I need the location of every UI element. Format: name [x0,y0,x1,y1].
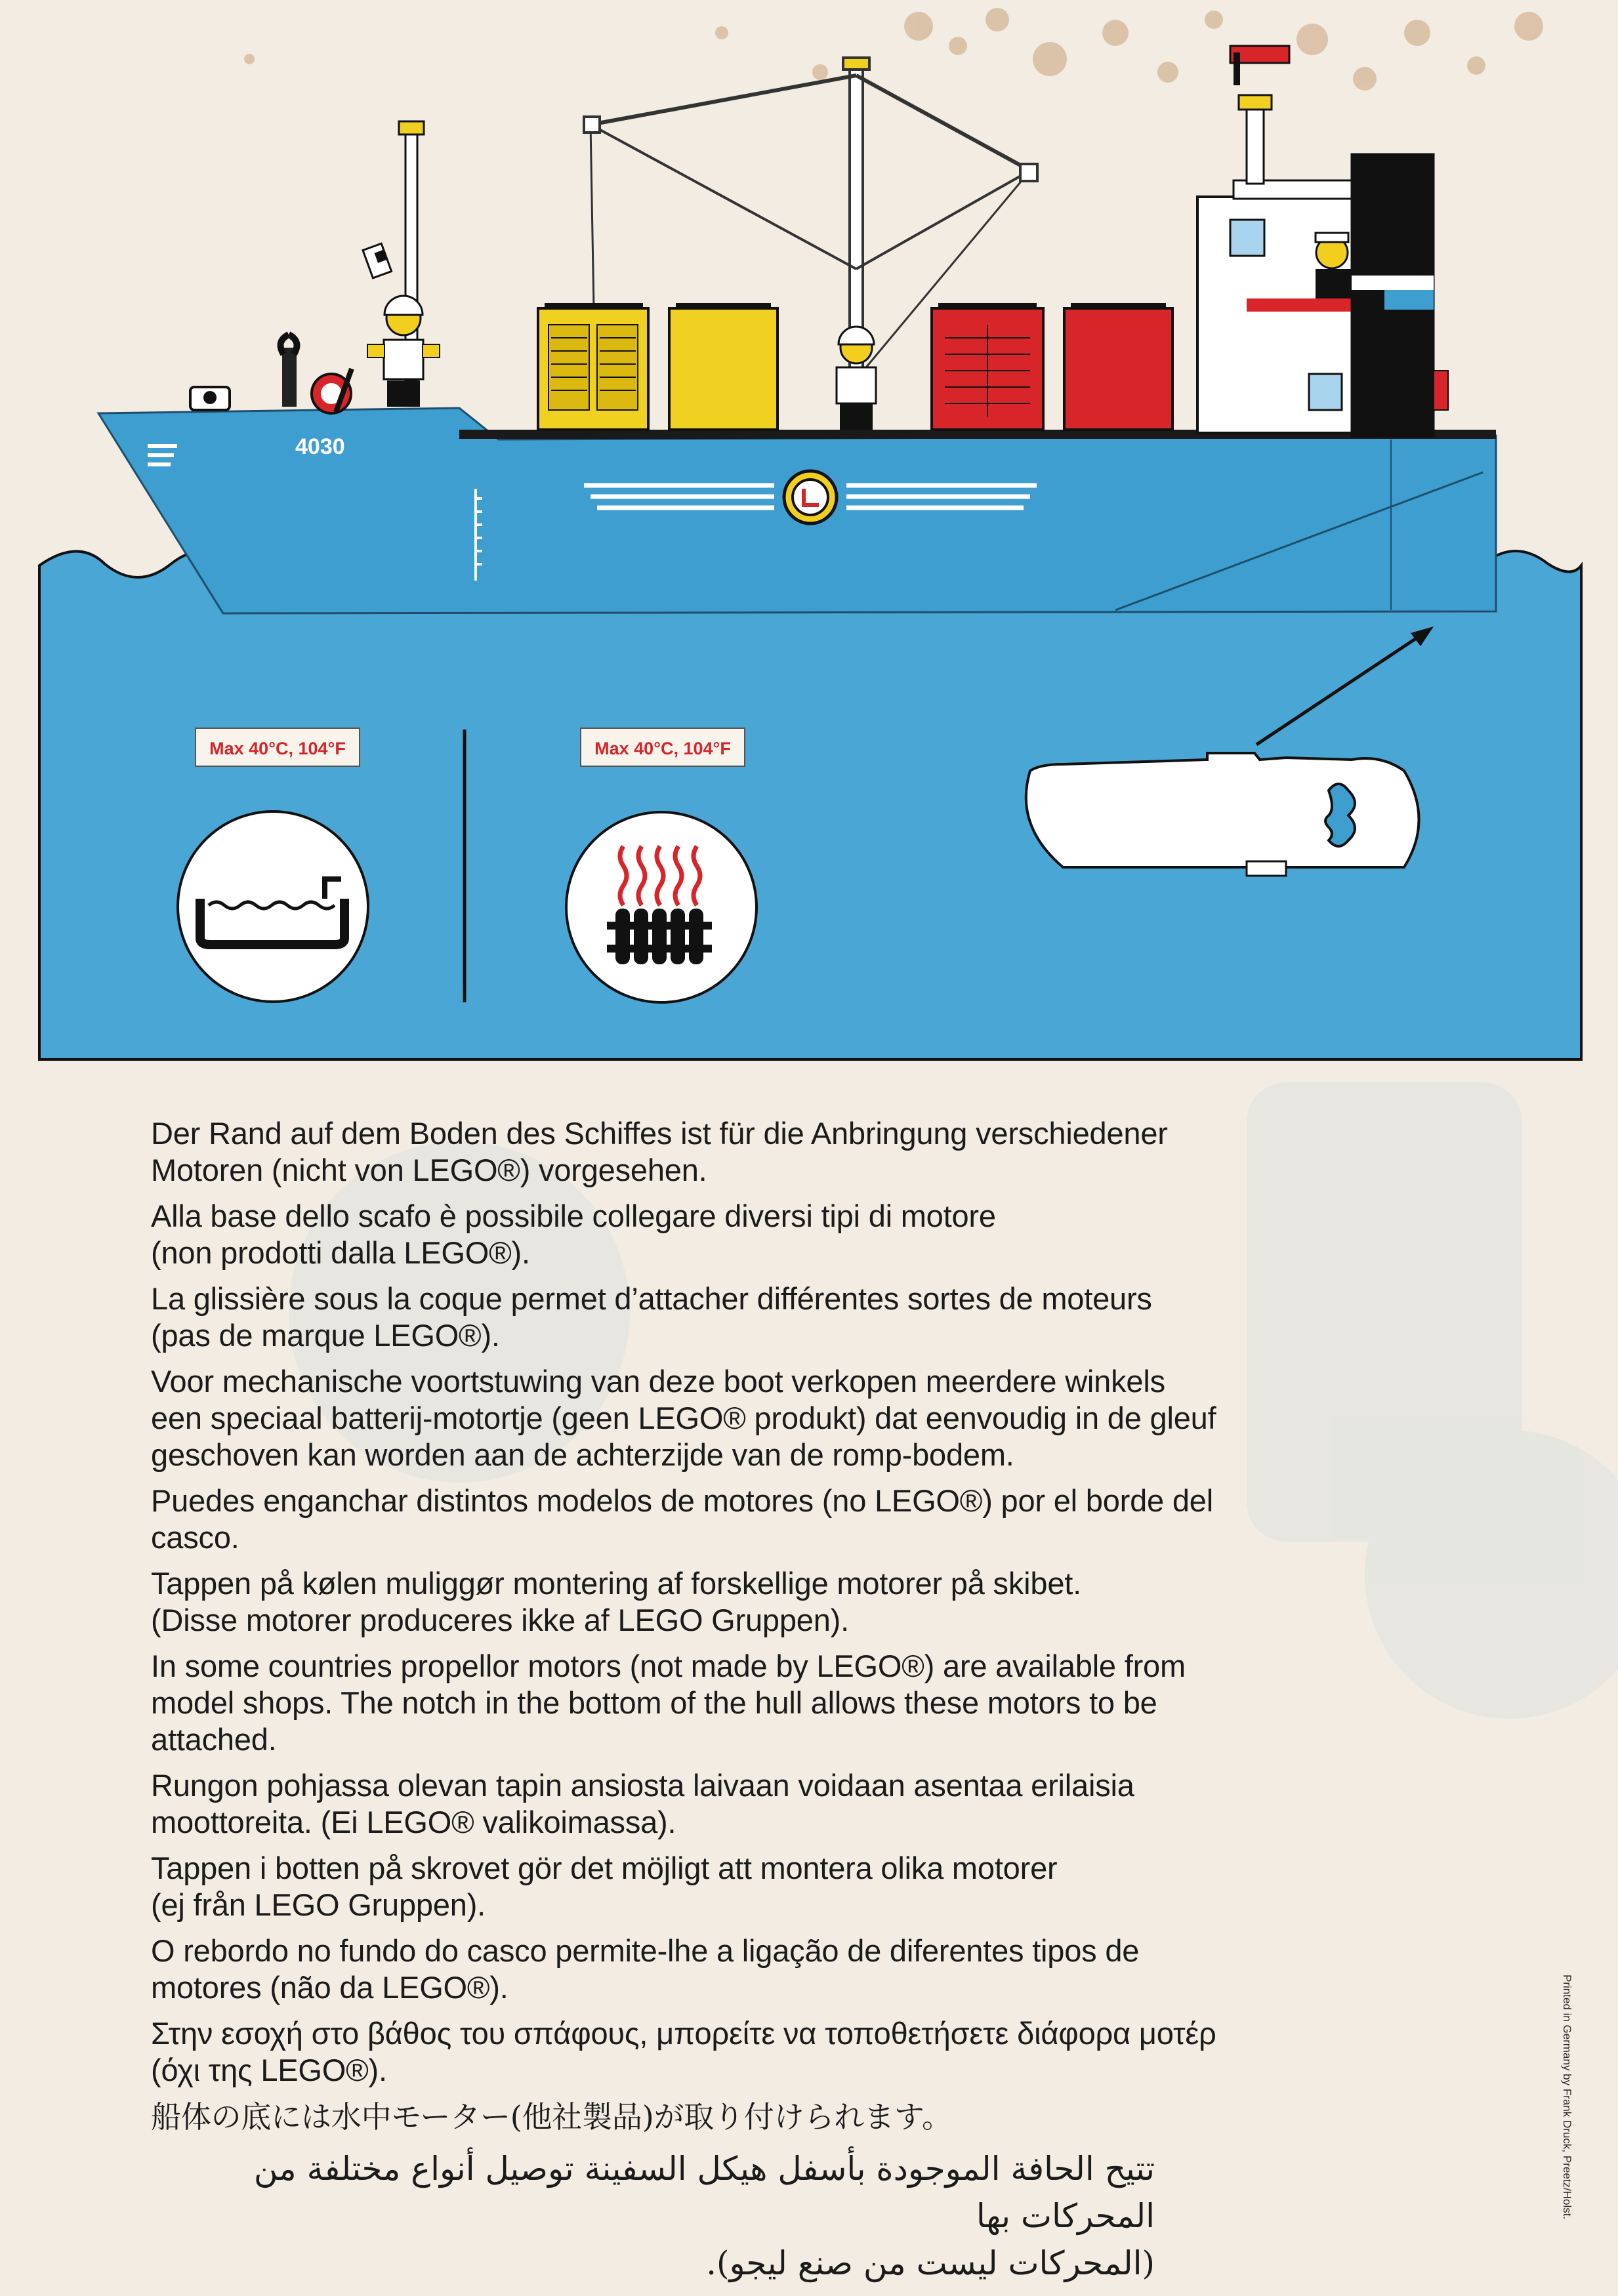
instruction-nl: Voor mechanische voortstuwing van deze boot verkopen meerdere winkels een speciaal batterij-motortje (geen LEGO® produkt) dat eenvoudig in de gleuf geschoven kan worden aan de achterzijde van de romp-bodem. [151,1364,1216,1472]
radiator-heat-icon [566,812,757,1002]
instruction-de: Der Rand auf dem Boden des Schiffes ist für die Anbringung verschiedener Motoren (nicht von LEGO®) vorgesehen. [151,1116,1168,1187]
temp-label-radiator-text: Max 40°C, 104°F [594,739,731,758]
printer-note: Printed in Germany by Frank Druck, Preetz/Holst. [1561,1975,1573,2220]
instruction-pt: O rebordo no fundo do casco permite-lhe a ligação de diferentes tipos de motores (não da LEGO®). [151,1933,1140,2005]
temp-label-bath-text: Max 40°C, 104°F [209,739,346,758]
yellow-container [538,308,648,430]
instruction-fr: La glissière sous la coque permet d’attacher différentes sortes de moteurs (pas de marque LEGO®). [151,1281,1152,1353]
temp-label-radiator [581,728,745,766]
temp-label-bath [196,728,360,766]
instruction-da: Tappen på kølen muliggør montering af forskellige motorer på skibet. (Disse motorer produceres ikke af LEGO Gruppen). [151,1566,1081,1637]
instruction-ja: 船体の底には水中モーター(他社製品)が取り付けられます。 [151,2099,952,2135]
instruction-es: Puedes enganchar distintos modelos de motores (no LEGO®) por el borde del casco. [151,1483,1213,1555]
instruction-fi: Rungon pohjassa olevan tapin ansiosta laivaan voidaan asentaa erilaisia moottoreita. (Ei LEGO® valikoimassa). [151,1768,1134,1839]
submarine-icon [1026,753,1419,876]
ship-illustration [0,0,1618,1076]
instruction-en: In some countries propellor motors (not made by LEGO®) are available from model shops. The notch in the bottom of the hull allows these motors to be attached. [151,1649,1186,1757]
ship-number: 4030 [295,434,345,459]
instruction-el: Στην εσοχή στο βάθος του σπάφους, μπορείτε να τοποθετήσετε διάφορα μοτέρ (όχι της LEGO®). [151,2016,1216,2087]
instruction-sv: Tappen i botten på skrovet gör det möjligt att montera olika motorer (ej från LEGO Gruppen). [151,1851,1058,1922]
motor-instructions [151,1115,1398,2296]
lego-ship-logo-icon [784,471,837,523]
bathtub-icon [178,811,368,1002]
instruction-ar: تتيح الحافة الموجودة بأسفل هيكل السفينة توصيل أنواع مختلفة من المحركات بها (المحركات ليست من صنع ليجو). [253,2150,1155,2282]
instruction-it: Alla base dello scafo è possibile collegare diversi tipi di motore (non prodotti dalla LEGO®). [151,1199,996,1270]
